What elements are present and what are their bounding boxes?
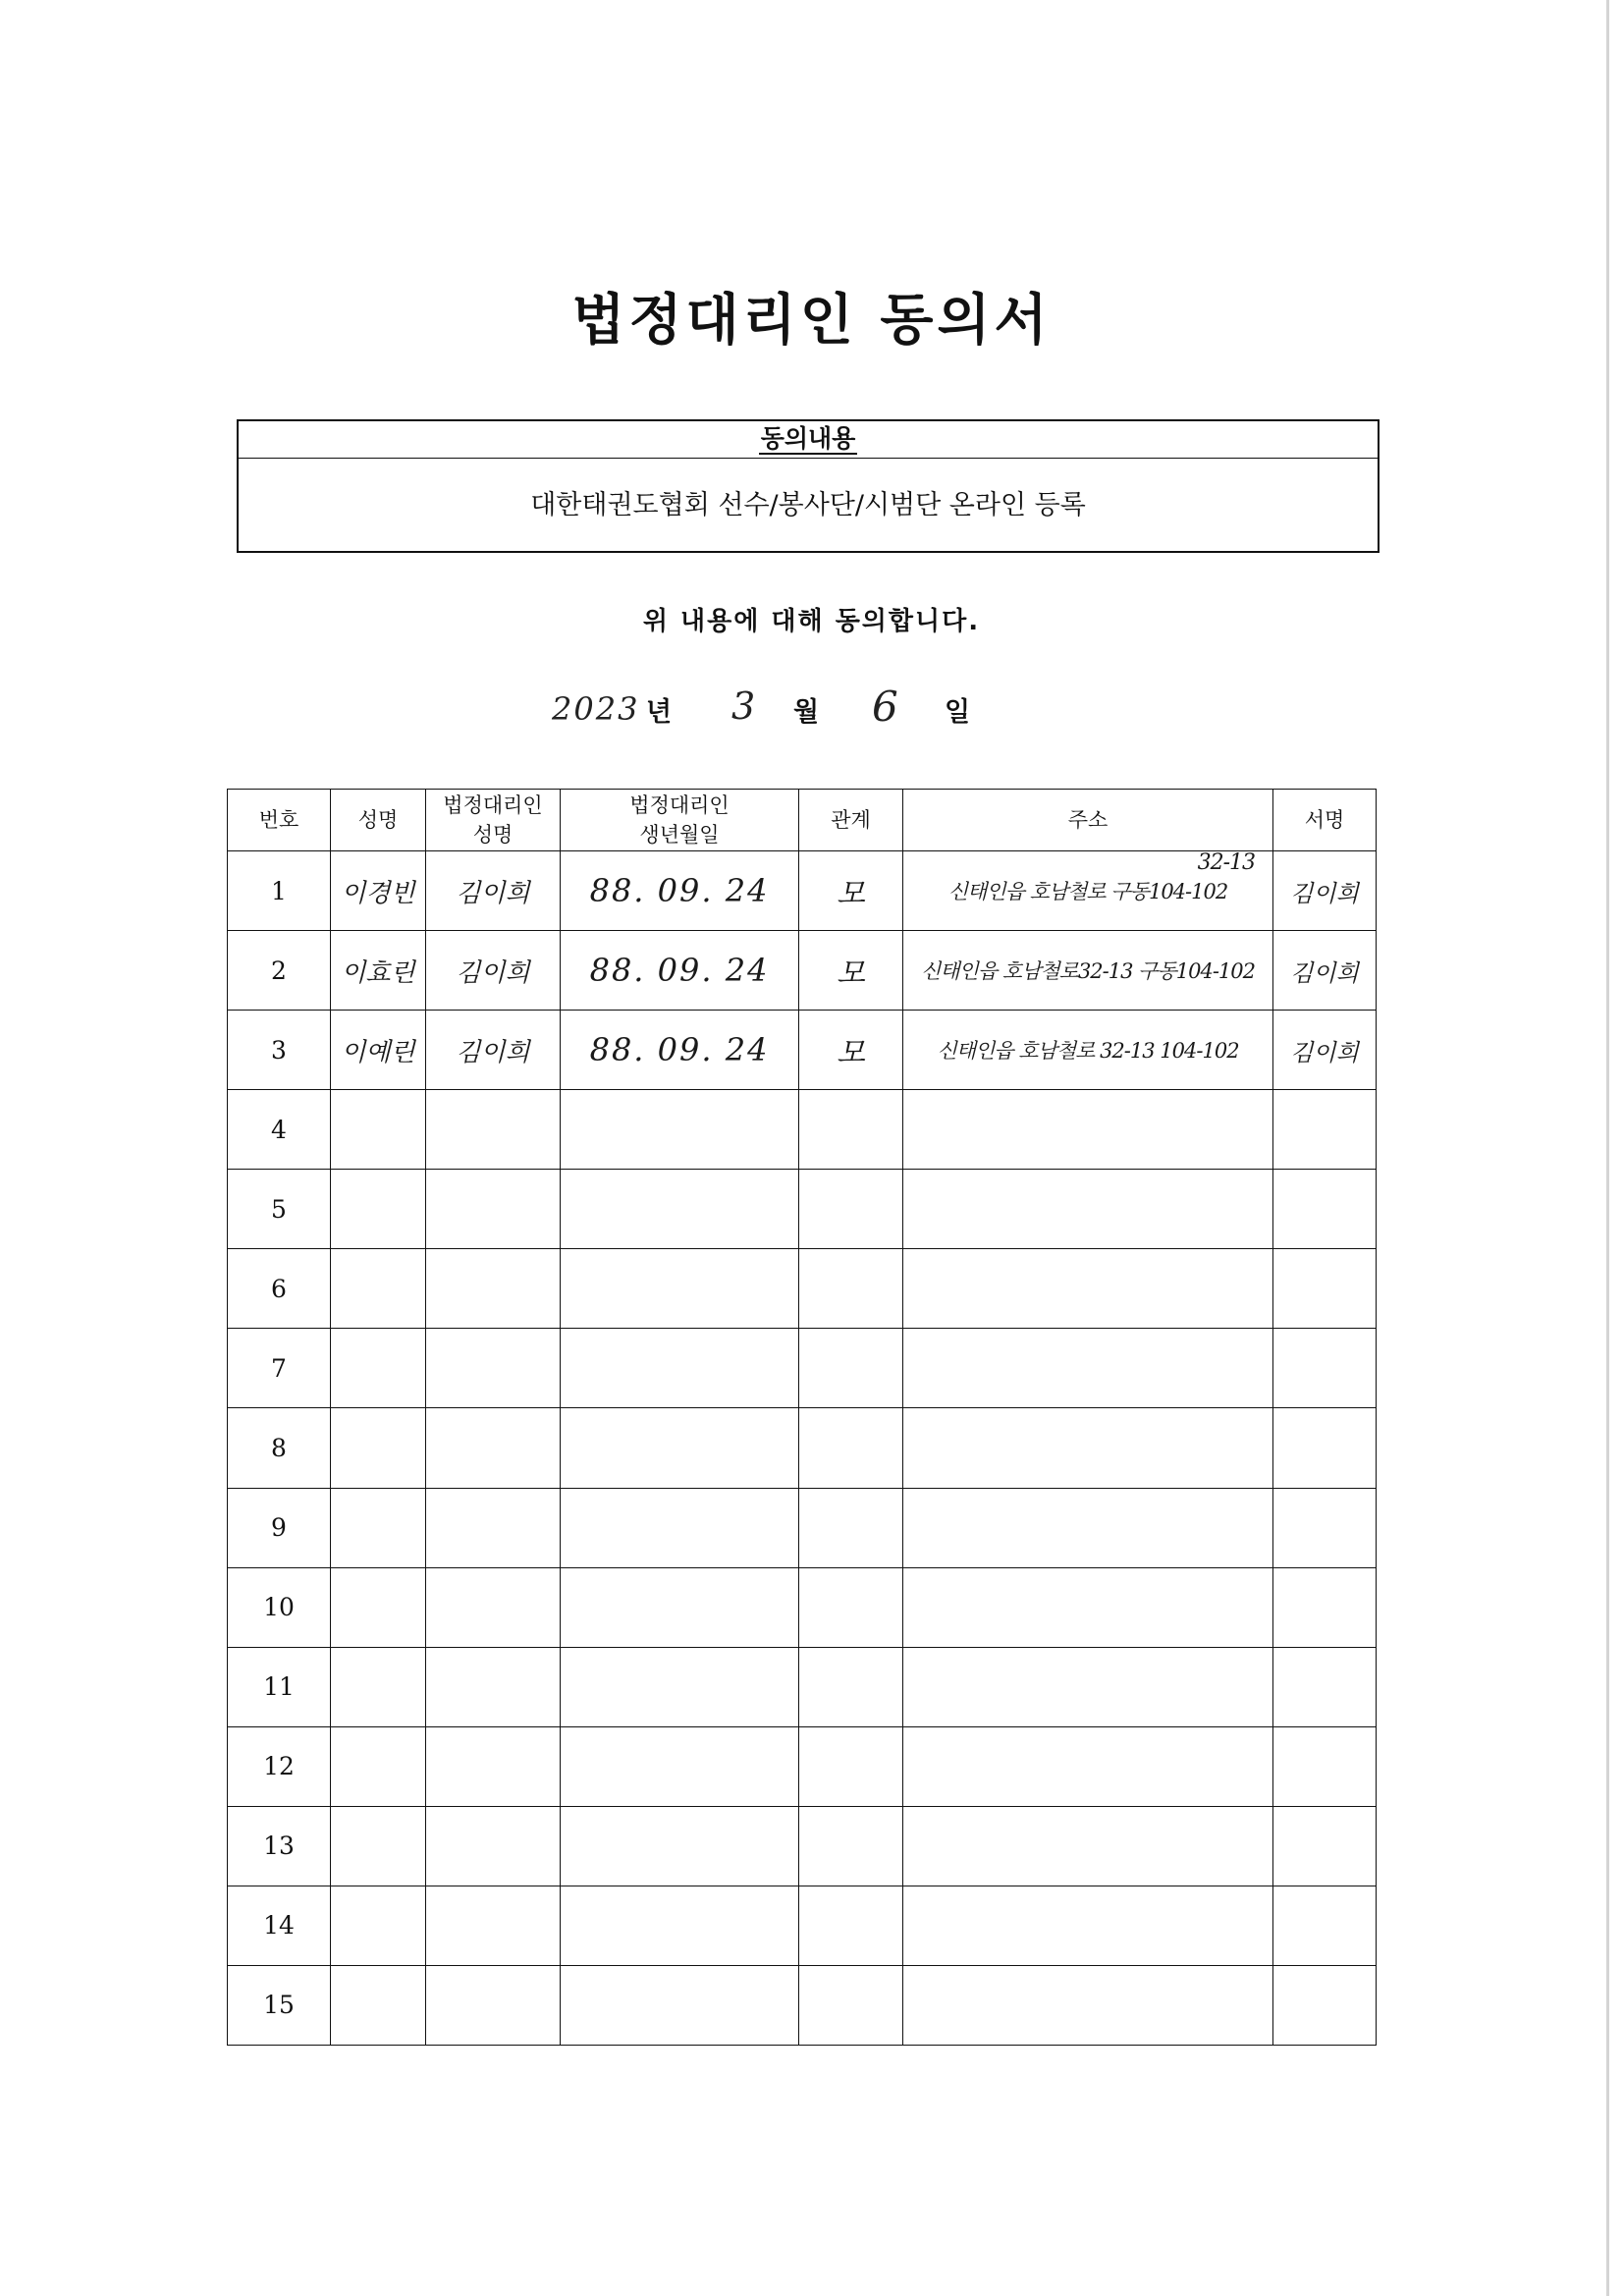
header-guardian-name-line2: 성명: [472, 823, 514, 847]
header-guardian-birth: [561, 790, 799, 851]
table-row: [228, 1726, 1377, 1806]
agreement-statement: 위 내용에 대해 동의합니다.: [642, 607, 981, 636]
cell-address: [903, 1329, 1273, 1408]
cell-name: [331, 1249, 426, 1329]
cell-guardian-name: 김이희: [426, 1011, 561, 1090]
cell-relation: [799, 1408, 903, 1488]
cell-guardian-birth: [561, 1886, 799, 1965]
cell-name: [331, 1726, 426, 1806]
cell-relation: [799, 1090, 903, 1170]
table-header-row: [228, 790, 1377, 851]
cell-signature: [1273, 1249, 1377, 1329]
cell-relation: 모: [799, 851, 903, 931]
cell-guardian-birth: [561, 1965, 799, 2045]
table-row: [228, 931, 1377, 1011]
consent-header-label: 동의내용: [760, 424, 856, 453]
header-guardian-name-line1: 법정대리인: [443, 793, 543, 817]
cell-relation: [799, 1886, 903, 1965]
cell-signature: [1273, 1090, 1377, 1170]
cell-guardian-birth: [561, 1170, 799, 1249]
cell-guardian-birth: [561, 1329, 799, 1408]
table-row: [228, 1011, 1377, 1090]
cell-no: 7: [228, 1329, 331, 1408]
cell-no: 14: [228, 1886, 331, 1965]
cell-relation: [799, 1965, 903, 2045]
cell-address: [903, 1170, 1273, 1249]
cell-name: 이경빈: [331, 851, 426, 931]
cell-no: 5: [228, 1170, 331, 1249]
cell-name: 이효린: [331, 931, 426, 1011]
cell-no: 3: [228, 1011, 331, 1090]
cell-address: 신태인읍 호남철로32-13 구동104-102: [903, 931, 1273, 1011]
cell-address: [903, 1488, 1273, 1567]
date-year-label: 년: [646, 697, 673, 728]
cell-name: 이예린: [331, 1011, 426, 1090]
cell-no: 1: [228, 851, 331, 931]
cell-name: [331, 1408, 426, 1488]
cell-address: [903, 1965, 1273, 2045]
header-guardian-name: [426, 790, 561, 851]
cell-no: 11: [228, 1647, 331, 1726]
cell-signature: [1273, 1170, 1377, 1249]
cell-guardian-birth: [561, 1726, 799, 1806]
cell-guardian-name: [426, 1726, 561, 1806]
table-row: [228, 1170, 1377, 1249]
cell-guardian-birth: [561, 1806, 799, 1886]
cell-guardian-birth: 88. 09. 24: [561, 1011, 799, 1090]
cell-relation: [799, 1488, 903, 1567]
cell-relation: [799, 1170, 903, 1249]
cell-relation: [799, 1249, 903, 1329]
table-row: [228, 1329, 1377, 1408]
cell-relation: 모: [799, 1011, 903, 1090]
cell-no: 4: [228, 1090, 331, 1170]
cell-guardian-name: [426, 1965, 561, 2045]
cell-guardian-name: [426, 1249, 561, 1329]
cell-name: [331, 1965, 426, 2045]
cell-signature: [1273, 1408, 1377, 1488]
cell-guardian-birth: [561, 1567, 799, 1647]
cell-name: [331, 1170, 426, 1249]
document-title: 법정대리인 동의서: [571, 289, 1052, 353]
cell-no: 2: [228, 931, 331, 1011]
cell-guardian-birth: [561, 1647, 799, 1726]
cell-guardian-name: [426, 1090, 561, 1170]
cell-signature: [1273, 1886, 1377, 1965]
cell-guardian-name: [426, 1647, 561, 1726]
cell-signature: [1273, 1488, 1377, 1567]
cell-address: [903, 1647, 1273, 1726]
cell-guardian-name: [426, 1488, 561, 1567]
cell-address: [903, 851, 1273, 931]
cell-name: [331, 1329, 426, 1408]
consent-content: 대한태권도협회 선수/봉사단/시범단 온라인 등록: [530, 490, 1086, 520]
cell-relation: [799, 1647, 903, 1726]
date-line: [0, 683, 1623, 741]
cell-guardian-birth: [561, 1249, 799, 1329]
consent-content-box: [237, 419, 1380, 553]
consent-header: [239, 421, 1378, 459]
address-note: 32-13: [1197, 850, 1255, 876]
table-row: [228, 851, 1377, 931]
cell-no: 13: [228, 1806, 331, 1886]
header-no: 번호: [228, 790, 331, 851]
cell-no: 8: [228, 1408, 331, 1488]
cell-no: 6: [228, 1249, 331, 1329]
cell-name: [331, 1886, 426, 1965]
guardian-consent-table: [227, 789, 1377, 2046]
cell-relation: [799, 1726, 903, 1806]
cell-relation: [799, 1567, 903, 1647]
table-row: [228, 1567, 1377, 1647]
cell-address: [903, 1806, 1273, 1886]
cell-address: 신태인읍 호남철로 32-13 104-102: [903, 1011, 1273, 1090]
cell-relation: [799, 1806, 903, 1886]
table-row: [228, 1249, 1377, 1329]
cell-guardian-name: [426, 1329, 561, 1408]
cell-no: 9: [228, 1488, 331, 1567]
cell-relation: [799, 1329, 903, 1408]
cell-address: [903, 1408, 1273, 1488]
cell-signature: [1273, 1965, 1377, 2045]
header-signature: 서명: [1273, 790, 1377, 851]
cell-signature: 김이희: [1273, 851, 1377, 931]
address-wrap: [903, 850, 1272, 905]
cell-guardian-birth: 88. 09. 24: [561, 931, 799, 1011]
cell-guardian-name: [426, 1806, 561, 1886]
date-year-handwritten: 2023: [552, 690, 640, 728]
cell-address: [903, 1726, 1273, 1806]
cell-name: [331, 1567, 426, 1647]
cell-guardian-name: 김이희: [426, 931, 561, 1011]
date-month-handwritten: 3: [731, 684, 756, 728]
table-body: [228, 851, 1377, 2046]
cell-address: [903, 1249, 1273, 1329]
table-row: [228, 1806, 1377, 1886]
cell-guardian-birth: 88. 09. 24: [561, 851, 799, 931]
cell-address: [903, 1090, 1273, 1170]
cell-address: [903, 1567, 1273, 1647]
cell-guardian-name: [426, 1408, 561, 1488]
cell-relation: 모: [799, 931, 903, 1011]
cell-no: 10: [228, 1567, 331, 1647]
cell-name: [331, 1090, 426, 1170]
date-day-handwritten: 6: [872, 683, 898, 731]
cell-guardian-birth: [561, 1090, 799, 1170]
cell-signature: 김이희: [1273, 931, 1377, 1011]
cell-name: [331, 1488, 426, 1567]
cell-guardian-name: [426, 1886, 561, 1965]
cell-no: 15: [228, 1965, 331, 2045]
date-day-label: 일: [945, 697, 971, 728]
cell-name: [331, 1647, 426, 1726]
cell-guardian-name: [426, 1567, 561, 1647]
cell-signature: [1273, 1806, 1377, 1886]
cell-no: 12: [228, 1726, 331, 1806]
header-address: 주소: [903, 790, 1273, 851]
table-row: [228, 1488, 1377, 1567]
cell-signature: [1273, 1567, 1377, 1647]
table-row: [228, 1886, 1377, 1965]
address-text: 신태인읍 호남철로 구동104-102: [947, 880, 1228, 904]
cell-guardian-name: [426, 1170, 561, 1249]
table-row: [228, 1647, 1377, 1726]
cell-signature: 김이희: [1273, 1011, 1377, 1090]
table-row: [228, 1408, 1377, 1488]
table-row: [228, 1090, 1377, 1170]
header-relation: 관계: [799, 790, 903, 851]
header-guardian-birth-line2: 생년월일: [639, 823, 720, 847]
date-month-label: 월: [793, 697, 820, 728]
header-name: 성명: [331, 790, 426, 851]
cell-guardian-name: 김이희: [426, 851, 561, 931]
table-row: [228, 1965, 1377, 2045]
cell-guardian-birth: [561, 1408, 799, 1488]
cell-name: [331, 1806, 426, 1886]
header-guardian-birth-line1: 법정대리인: [629, 793, 730, 817]
cell-signature: [1273, 1647, 1377, 1726]
cell-signature: [1273, 1329, 1377, 1408]
cell-signature: [1273, 1726, 1377, 1806]
cell-guardian-birth: [561, 1488, 799, 1567]
cell-address: [903, 1886, 1273, 1965]
